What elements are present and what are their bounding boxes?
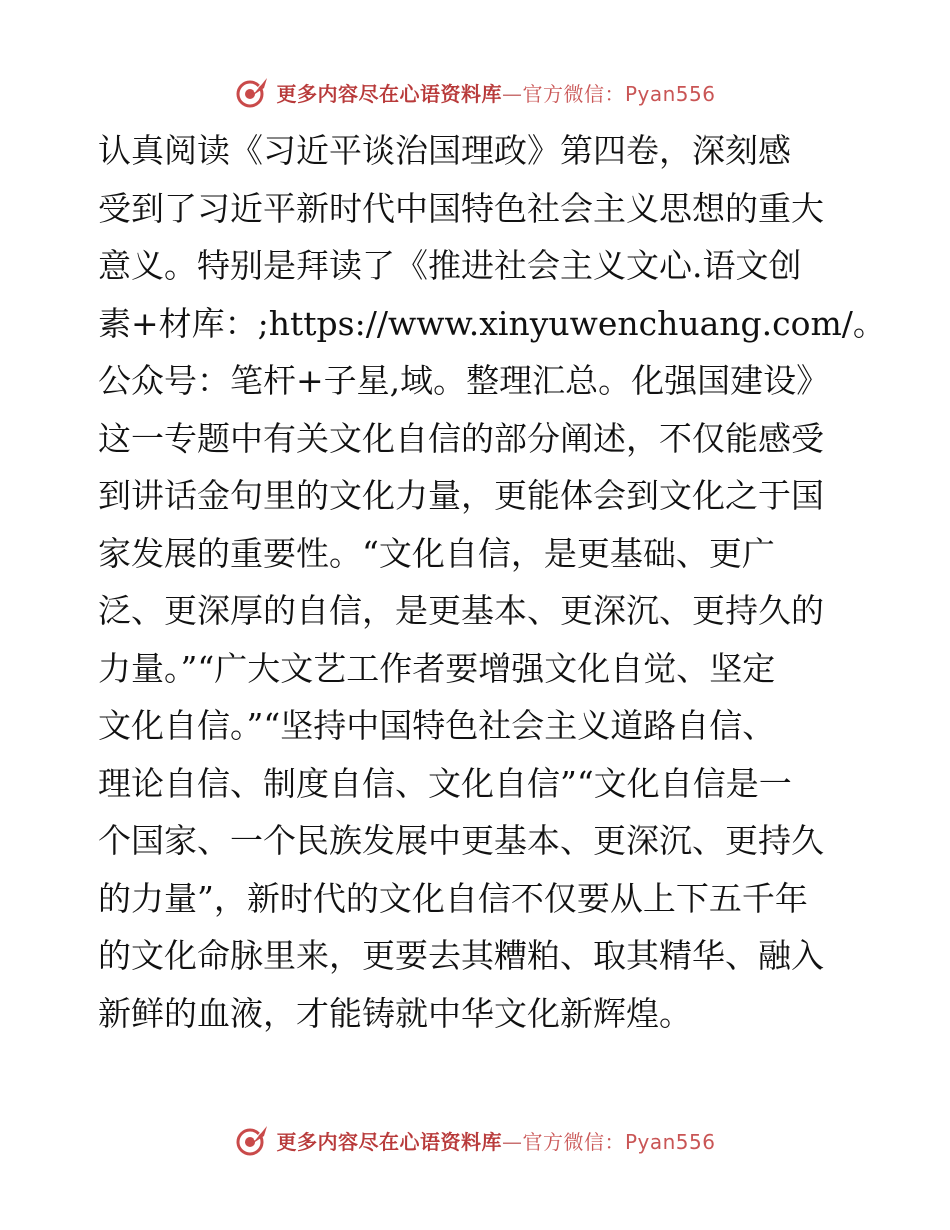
- promo-text: [276, 1126, 715, 1155]
- article-line: 公众号：笔杆+子星,域。整理汇总。化强国建设》: [98, 361, 830, 400]
- promo-wechat: 官方微信：Pyan556: [522, 81, 716, 106]
- promo-wechat: 官方微信：Pyan556: [522, 1129, 716, 1154]
- promo-main: 更多内容尽在心语资料库: [276, 81, 502, 106]
- quill-seal-icon: [234, 1122, 270, 1158]
- article-line: 文化自信。”“坚持中国特色社会主义道路自信、: [98, 706, 776, 745]
- article-line: 理论自信、制度自信、文化自信”“文化自信是一: [98, 763, 792, 803]
- article-line: 认真阅读《习近平谈治国理政》第四卷，深刻感: [98, 131, 791, 170]
- header-promo-banner: [0, 72, 950, 112]
- article-line: 到讲话金句里的文化力量，更能体会到文化之于国: [98, 476, 824, 515]
- article-line: 新鲜的血液，才能铸就中华文化新辉煌。: [98, 993, 692, 1033]
- promo-text: [276, 78, 715, 107]
- article-line: 意义。特别是拜读了《推进社会主义文心.语文创: [98, 246, 802, 285]
- article-line: 的力量”，新时代的文化自信不仅要从上下五千年: [98, 878, 808, 918]
- promo-main: 更多内容尽在心语资料库: [276, 1129, 502, 1154]
- article-line: 个国家、一个民族发展中更基本、更深沉、更持久: [98, 821, 824, 860]
- article-line: 的文化命脉里来，更要去其糟粕、取其精华、融入: [98, 936, 824, 975]
- promo-separator: —: [501, 81, 523, 106]
- article-line: 家发展的重要性。“文化自信，是更基础、更广: [98, 533, 775, 573]
- article-line: 素+材库：;https://www.xinyuwenchuang.com/。: [98, 303, 886, 343]
- promo-separator: —: [501, 1129, 523, 1154]
- quill-seal-icon: [234, 74, 270, 110]
- article-line: 受到了习近平新时代中国特色社会主义思想的重大: [98, 188, 824, 228]
- article-line: 泛、更深厚的自信，是更基本、更深沉、更持久的: [98, 591, 824, 630]
- article-line: 这一专题中有关文化自信的部分阐述，不仅能感受: [98, 418, 824, 458]
- footer-promo-banner: [0, 1120, 950, 1160]
- article-line: 力量。”“广大文艺工作者要增强文化自觉、坚定: [98, 648, 776, 688]
- article-body: [98, 122, 886, 1042]
